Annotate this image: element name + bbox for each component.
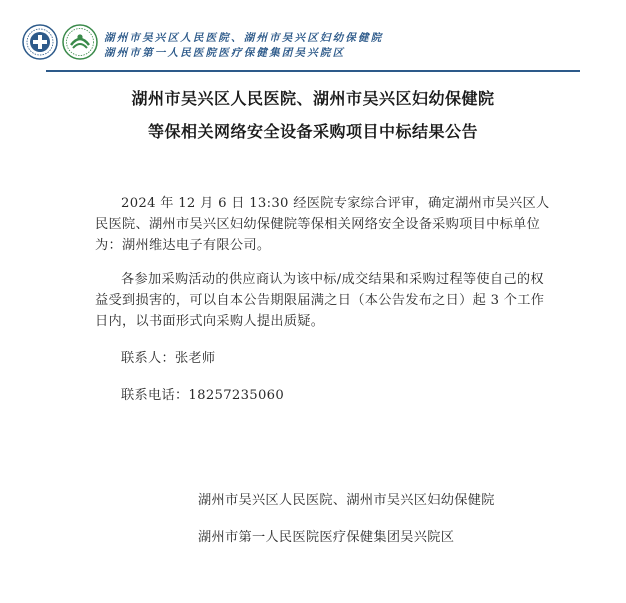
body-paragraph-award: 2024 年 12 月 6 日 13:30 经医院专家综合评审，确定湖州市吴兴区人民医院、湖州市吴兴区妇幼保健院等保相关网络安全设备采购项目中标单位为：湖州维达电子有限公司。 (95, 196, 550, 253)
signature-line-2: 湖州市第一人民医院医疗保健集团吴兴院区 (198, 530, 455, 545)
letterhead (22, 22, 582, 72)
body-paragraph-objection: 各参加采购活动的供应商认为该中标/成交结果和采购过程等使自己的权益受到损害的，可以自本公告期限届满之日（本公告发布之日）起 3 个工作日内，以书面形式向采购人提出质疑。 (95, 272, 545, 329)
letterhead-org-line-1: 湖州市吴兴区人民医院、湖州市吴兴区妇幼保健院 (104, 32, 384, 44)
page-title-line-1: 湖州市吴兴区人民医院、湖州市吴兴区妇幼保健院 (131, 89, 495, 108)
signature-line-1: 湖州市吴兴区人民医院、湖州市吴兴区妇幼保健院 (198, 493, 495, 508)
hospital-cross-emblem-icon (22, 24, 58, 60)
letterhead-org-line-2: 湖州市第一人民医院医疗保健集团吴兴院区 (104, 47, 346, 59)
page-title-line-2: 等保相关网络安全设备采购项目中标结果公告 (147, 122, 478, 141)
letterhead-divider (46, 70, 580, 72)
contact-person: 联系人：张老师 (121, 351, 216, 366)
contact-phone: 联系电话：18257235060 (121, 388, 285, 403)
maternal-child-health-emblem-icon (62, 24, 98, 60)
